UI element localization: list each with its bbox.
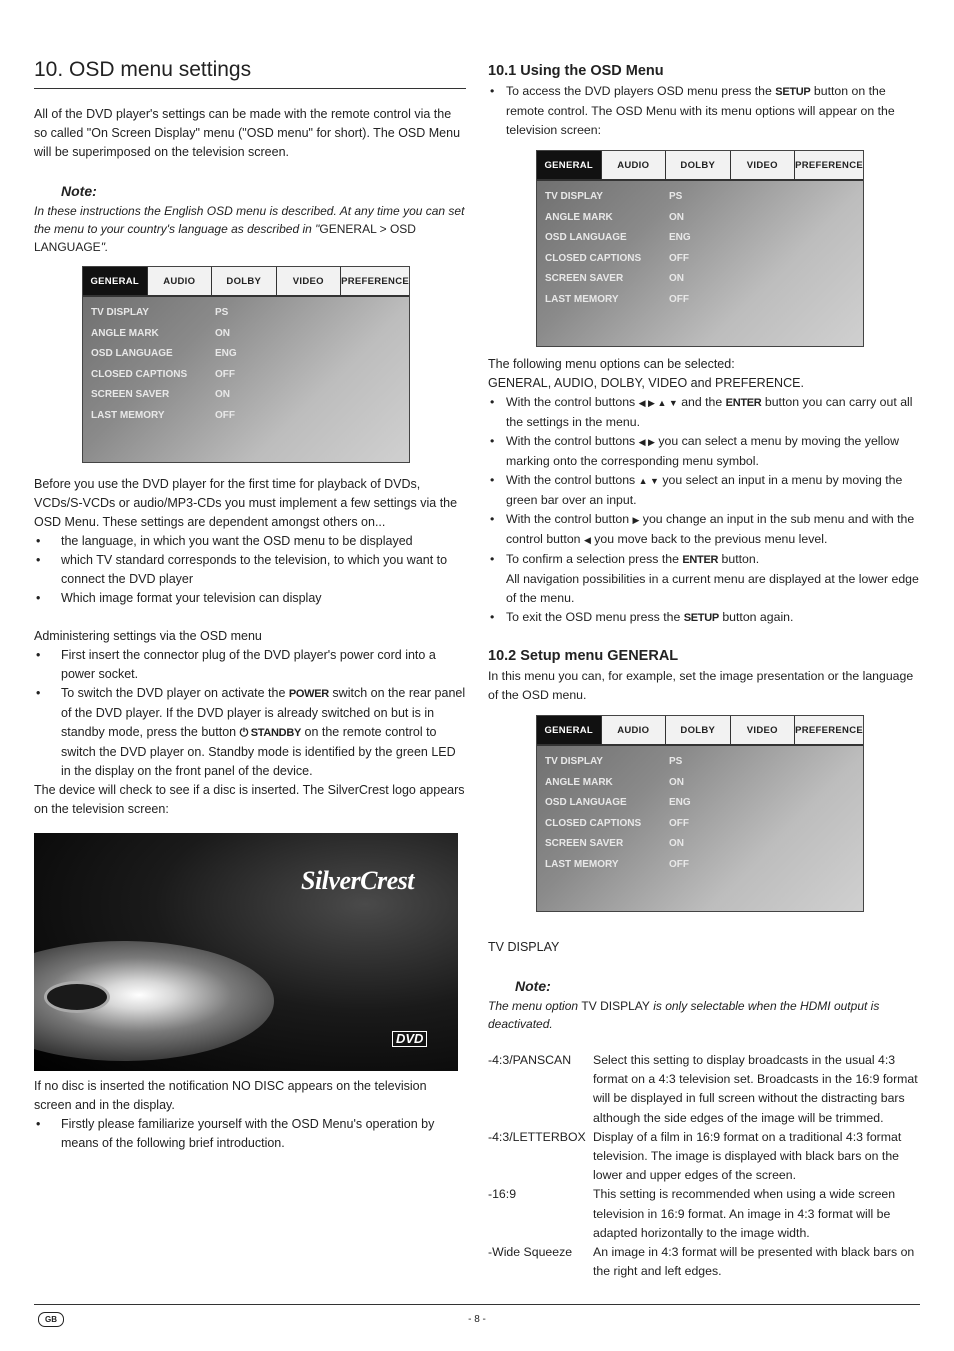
- osd-row: ANGLE MARK ON: [545, 211, 684, 223]
- osd-tab-audio: AUDIO: [601, 716, 666, 744]
- note-keyword: GENERAL > OSD LANGUAGE: [34, 222, 416, 254]
- device-check-paragraph: The device will check to see if a disc is inserted. The SilverCrest logo appears on the television screen:: [34, 783, 465, 816]
- osd-row: CLOSED CAPTIONS OFF: [91, 368, 235, 380]
- osd-row: TV DISPLAY PS: [545, 191, 683, 202]
- note-text: In these instructions the English OSD menu is described. At any time you can set the menu to your country's language as described in "GENERAL > OSD LANGUAGE".: [34, 204, 465, 254]
- osd-row: OSD LANGUAGE ENG: [545, 232, 691, 244]
- osd-tab-general: GENERAL: [537, 716, 601, 744]
- general-intro: In this menu you can, for example, set the image presentation or the language of the OSD menu.: [488, 669, 914, 702]
- option-row: -16:9 This setting is recommended when using a wide screen television in 16:9 format. An image in 4:3 format will be adapted horizontally to the image width.: [488, 1187, 896, 1240]
- osd-row: LAST MEMORY OFF: [545, 858, 689, 870]
- osd-tabs: [537, 151, 863, 181]
- osd-row: ANGLE MARK ON: [545, 776, 684, 788]
- osd-row: LAST MEMORY OFF: [545, 293, 689, 305]
- list-item: • the language, in which you want the OSD menu to be displayed: [34, 532, 466, 551]
- osd-tab-dolby: DOLBY: [665, 151, 730, 179]
- osd-tab-preference: PREFERENCE: [794, 716, 863, 744]
- osd-row: TV DISPLAY PS: [545, 756, 683, 767]
- osd-tab-video: VIDEO: [730, 716, 795, 744]
- list-item: • To switch the DVD player on activate the POWER switch on the rear panel of the DVD player. If the DVD player is already switched on but is in standby mode, press the button ⏻ STANDBY on the remote control to switch the DVD player on. Standby mode is identified by the green LED in the display on the front panel of the device.: [34, 684, 466, 781]
- list-item: • To confirm a selection press the ENTER button. All navigation possibilities in a current menu are displayed at the lower edge of the menu.: [488, 550, 920, 608]
- arrow-icons: ◀ ▶ ▲ ▼: [638, 398, 678, 408]
- setup-label: SETUP: [683, 612, 719, 624]
- osd-menu-screenshot-3: [536, 715, 864, 912]
- subsection-title-10-1: 10.1 Using the OSD Menu: [488, 63, 664, 79]
- tv-display-heading: TV DISPLAY: [488, 940, 560, 954]
- osd-tabs: [83, 267, 409, 297]
- subsection-title-10-2: 10.2 Setup menu GENERAL: [488, 648, 679, 664]
- osd-tab-preference: PREFERENCE: [794, 151, 863, 179]
- dvd-logo: DVD: [392, 1031, 427, 1047]
- option-row: -Wide Squeeze An image in 4:3 format will be presented with black bars on the right and left edges.: [488, 1245, 915, 1279]
- osd-row: ANGLE MARK ON: [91, 327, 230, 339]
- osd-row: TV DISPLAY PS: [91, 307, 229, 318]
- navigation-list: [488, 393, 920, 628]
- osd-tab-audio: AUDIO: [601, 151, 666, 179]
- osd-menu-screenshot-1: [82, 266, 410, 463]
- osd-row: CLOSED CAPTIONS OFF: [545, 252, 689, 264]
- osd-row: SCREEN SAVER ON: [545, 838, 684, 850]
- option-row: -4:3/LETTERBOX Display of a film in 16:9 format on a traditional 4:3 format television. The image is displayed with black bars on the lower and upper edges of the screen.: [488, 1129, 902, 1183]
- list-item: • To access the DVD players OSD menu press the SETUP button on the remote control. The OSD Menu with its menu options will appear on the television screen:: [488, 82, 920, 140]
- standby-label: ⏻ STANDBY: [239, 727, 302, 739]
- list-item: • First insert the connector plug of the DVD player's power cord into a power socket.: [34, 646, 466, 684]
- following-text: The following menu options can be selected:: [488, 357, 735, 371]
- note-title: Note:: [61, 183, 97, 199]
- before-paragraph: Before you use the DVD player for the first time for playback of DVDs, VCDs/S-VCDs or audio/MP3-CDs you must implement a few settings via the OSD Menu. These settings are dependent amongst others on...: [34, 477, 458, 529]
- osd-tab-general: GENERAL: [537, 151, 601, 179]
- list-item: • With the control buttons ◀ ▶ ▲ ▼ and the ENTER button you can carry out all the settings in the menu.: [488, 393, 920, 432]
- osd-menu-screenshot-2: [536, 150, 864, 347]
- arrow-icons: ▲ ▼: [638, 476, 659, 486]
- osd-row: LAST MEMORY OFF: [91, 409, 235, 421]
- requirements-list: [34, 532, 466, 608]
- arrow-right-icon: ▶: [632, 515, 640, 525]
- osd-row: OSD LANGUAGE ENG: [545, 797, 691, 809]
- page-number: - 8 -: [468, 1314, 486, 1325]
- enter-label: ENTER: [725, 397, 762, 409]
- nodisc-keyword: NO DISC: [232, 1079, 285, 1093]
- tv-display-options: [488, 1051, 920, 1281]
- list-item: • To exit the OSD menu press the SETUP button again.: [488, 608, 920, 628]
- list-item: • With the control buttons ◀ ▶ you can select a menu by moving the yellow marking onto the corresponding menu symbol.: [488, 432, 920, 471]
- left-column: [34, 56, 466, 1153]
- osd-tab-preference: PREFERENCE: [340, 267, 409, 295]
- osd-tabs: [537, 716, 863, 746]
- silvercrest-logo: SilverCrest: [301, 866, 414, 895]
- list-item: • Firstly please familiarize yourself with the OSD Menu's operation by means of the following brief introduction.: [34, 1115, 466, 1153]
- osd-row: SCREEN SAVER ON: [545, 273, 684, 285]
- list-item: • With the control buttons ▲ ▼ you select an input in a menu by moving the green bar over an input.: [488, 471, 920, 510]
- right-column: [488, 60, 920, 1281]
- osd-tab-dolby: DOLBY: [211, 267, 276, 295]
- list-item: • Which image format your television can display: [34, 589, 466, 608]
- admin-list: [34, 646, 466, 781]
- list-item: • With the control button ▶ you change an input in the sub menu and with the control button ◀ you move back to the previous menu level.: [488, 510, 920, 550]
- osd-tab-video: VIDEO: [276, 267, 341, 295]
- menu-options-line: GENERAL, AUDIO, DOLBY, VIDEO and PREFERENCE.: [488, 376, 804, 390]
- intro-paragraph: All of the DVD player's settings can be made with the remote control via the so called "On Screen Display" menu ("OSD menu" for short). The OSD Menu will be superimposed on the television screen.: [34, 107, 461, 159]
- intro-list: [34, 1115, 466, 1153]
- silvercrest-splash-image: [34, 833, 458, 1071]
- disc-image: [34, 941, 274, 1061]
- power-label: POWER: [288, 688, 329, 700]
- note-text: The menu option TV DISPLAY is only selectable when the HDMI output is deactivated.: [488, 999, 880, 1031]
- arrow-left-icon: ◀: [583, 535, 591, 545]
- osd-tab-dolby: DOLBY: [665, 716, 730, 744]
- language-badge: GB: [38, 1312, 64, 1327]
- admin-heading: Administering settings via the OSD menu: [34, 629, 262, 643]
- osd-tab-video: VIDEO: [730, 151, 795, 179]
- access-list: [488, 82, 920, 140]
- setup-label: SETUP: [775, 86, 811, 98]
- footer-divider: [34, 1304, 920, 1305]
- osd-tab-audio: AUDIO: [147, 267, 212, 295]
- arrow-icons: ◀ ▶: [638, 437, 655, 447]
- osd-tab-general: GENERAL: [83, 267, 147, 295]
- list-item: • which TV standard corresponds to the television, to which you want to connect the DVD player: [34, 551, 466, 589]
- nodisc-paragraph: If no disc is inserted the notification NO DISC appears on the television screen and in the display.: [34, 1079, 427, 1112]
- section-title: 10. OSD menu settings: [34, 56, 466, 89]
- note-title: Note:: [515, 978, 551, 994]
- osd-row: CLOSED CAPTIONS OFF: [545, 817, 689, 829]
- option-row: -4:3/PANSCAN Select this setting to display broadcasts in the usual 4:3 format on a 4:3 television set. Broadcasts in the 16:9 format will be displayed in full screen without the distracting bars although the side edges of the image will be trimmed.: [488, 1053, 918, 1125]
- osd-row: SCREEN SAVER ON: [91, 389, 230, 401]
- osd-row: OSD LANGUAGE ENG: [91, 348, 237, 360]
- enter-label: ENTER: [682, 554, 719, 566]
